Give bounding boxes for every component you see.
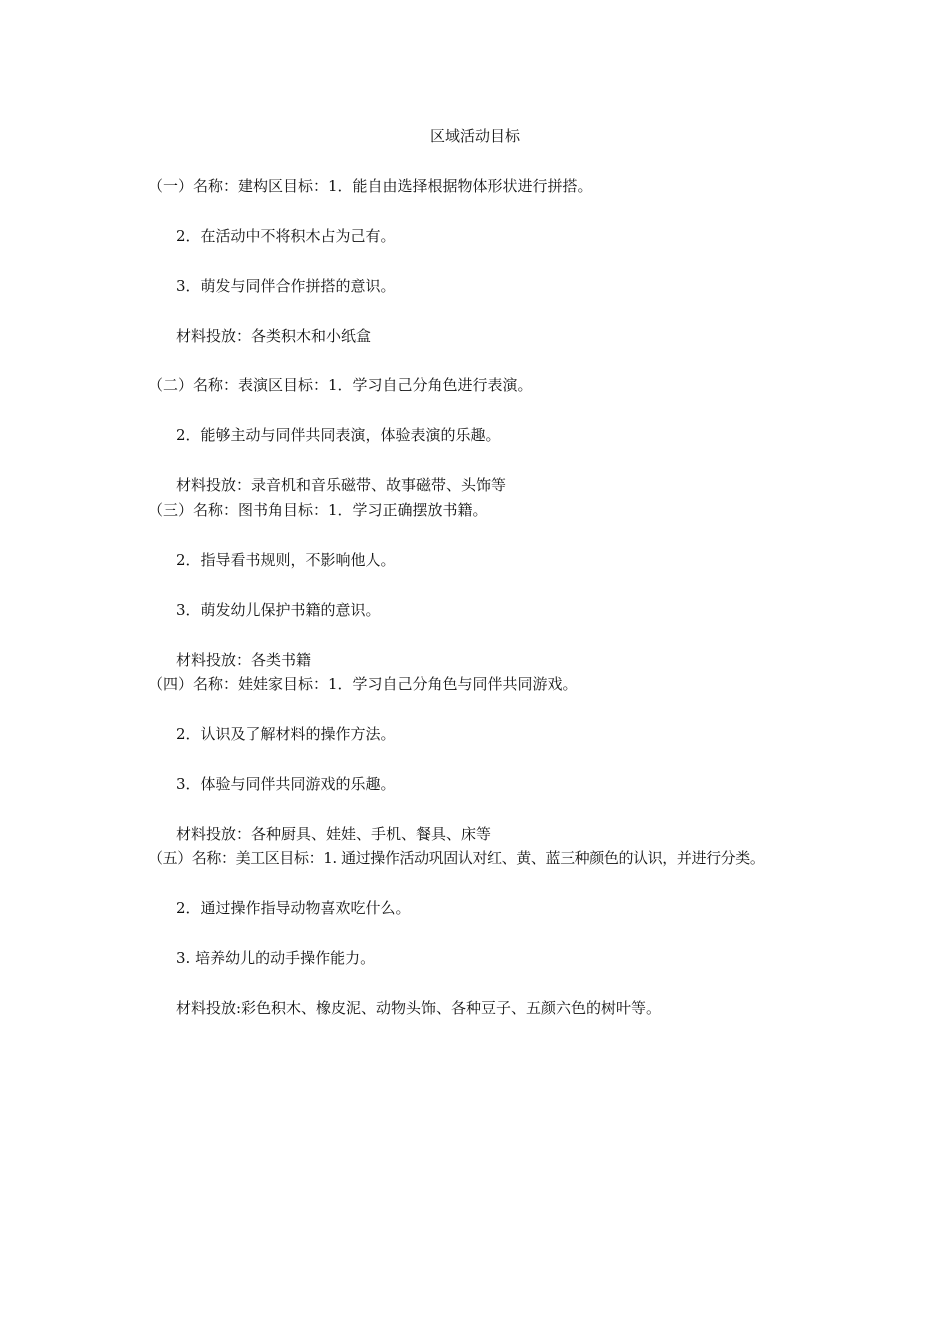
section-1-item-3: 3．萌发与同伴合作拼搭的意识。 xyxy=(176,277,396,295)
section-3-heading: （三）名称：图书角目标：1．学习正确摆放书籍。 xyxy=(148,501,488,519)
section-1-heading: （一）名称：建构区目标：1．能自由选择根据物体形状进行拼搭。 xyxy=(148,177,593,195)
section-5-item-3: 3. 培养幼儿的动手操作能力。 xyxy=(176,949,376,967)
section-4-item-3: 3．体验与同伴共同游戏的乐趣。 xyxy=(176,775,396,793)
section-1-materials: 材料投放：各类积木和小纸盒 xyxy=(176,327,372,345)
section-3-item-2: 2．指导看书规则，不影响他人。 xyxy=(176,551,396,569)
section-5-heading: （五）名称：美工区目标：1. 通过操作活动巩固认对红、黄、蓝三种颜色的认识，并进行分类。 xyxy=(148,849,765,867)
section-2-item-2: 2．能够主动与同伴共同表演，体验表演的乐趣。 xyxy=(176,426,501,444)
section-3-item-3: 3．萌发幼儿保护书籍的意识。 xyxy=(176,601,381,619)
section-5-materials: 材料投放:彩色积木、橡皮泥、动物头饰、各种豆子、五颜六色的树叶等。 xyxy=(176,999,662,1017)
section-4-heading: （四）名称：娃娃家目标：1．学习自己分角色与同伴共同游戏。 xyxy=(148,675,578,693)
section-1-item-2: 2．在活动中不将积木占为己有。 xyxy=(176,227,396,245)
section-2-materials: 材料投放：录音机和音乐磁带、故事磁带、头饰等 xyxy=(176,476,507,494)
document-title: 区域活动目标 xyxy=(429,127,520,145)
section-5-item-2: 2．通过操作指导动物喜欢吃什么。 xyxy=(176,899,411,917)
section-4-item-2: 2．认识及了解材料的操作方法。 xyxy=(176,725,396,743)
section-2-heading: （二）名称：表演区目标：1．学习自己分角色进行表演。 xyxy=(148,376,533,394)
section-4-materials: 材料投放：各种厨具、娃娃、手机、餐具、床等 xyxy=(176,825,492,843)
section-3-materials: 材料投放：各类书籍 xyxy=(176,651,312,669)
